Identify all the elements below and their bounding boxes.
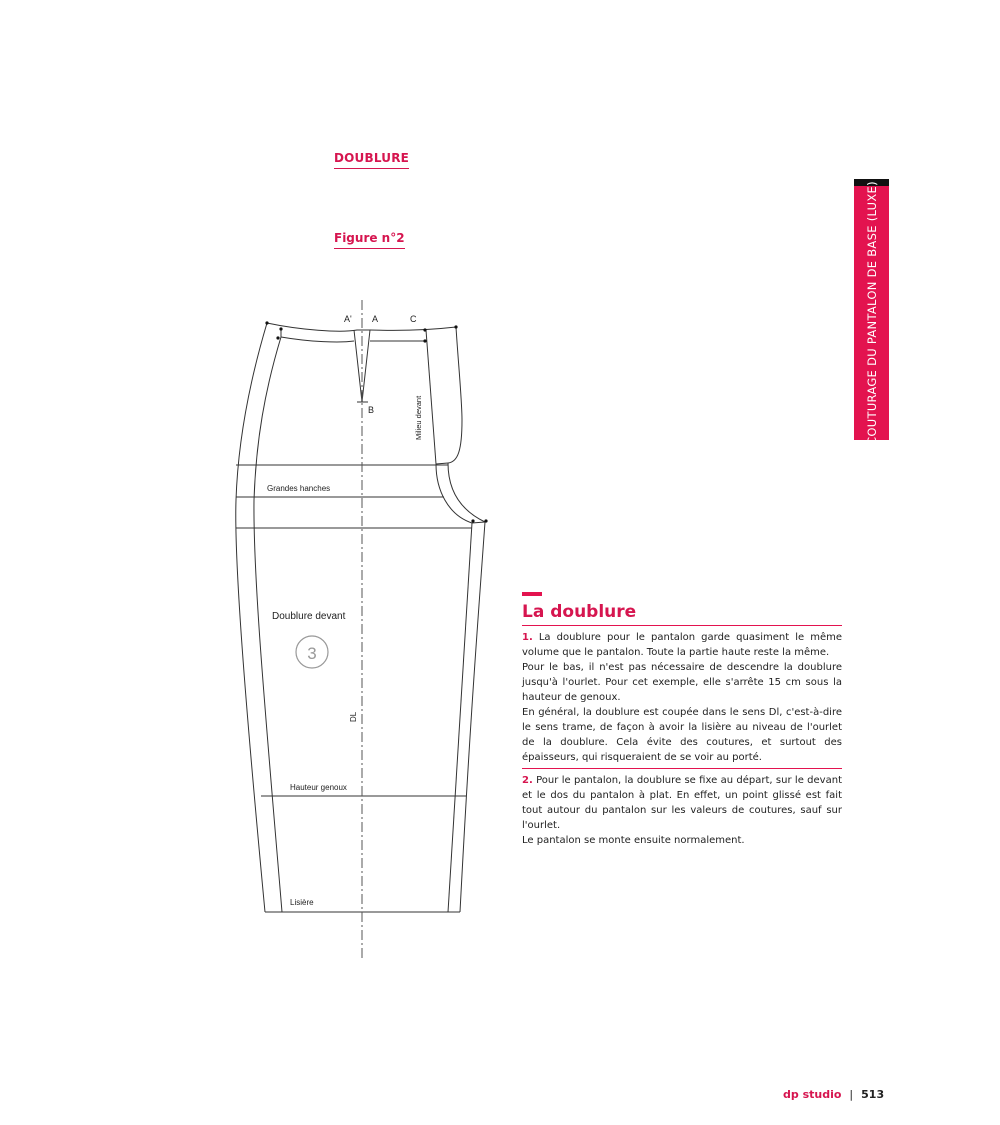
piece-number: 3 [307, 644, 317, 663]
page-number: 513 [861, 1088, 885, 1101]
label-doublure-devant: Doublure devant [272, 611, 346, 622]
section-title: DOUBLURE [334, 151, 409, 169]
point-b: B [368, 405, 375, 415]
item-1 [522, 626, 842, 768]
item-1-number: 1. [522, 632, 533, 643]
label-lisiere: Lisière [290, 898, 314, 907]
point-a: A [372, 314, 379, 324]
article-heading: La doublure [522, 602, 842, 626]
figure-label: Figure n°2 [334, 231, 405, 249]
article [522, 592, 842, 848]
label-milieu-devant: Milieu devant [414, 395, 423, 440]
footer-separator: | [849, 1088, 854, 1101]
chapter-side-tab-label: COUTURAGE DU PANTALON DE BASE (LUXE) [864, 181, 879, 445]
item-1-line-3: En général, la doublure est coupée dans le sens Dl, c'est-à-dire le sens trame, de façon à avoir la lisière au niveau de l'ourlet de la doublure. Cela évite des coutures, et surtout des épaisseurs, qui risqueraient de se voir au porté. [522, 707, 842, 763]
point-c: C [410, 314, 417, 324]
label-grandes-hanches: Grandes hanches [267, 484, 331, 493]
item-1-line-1: La doublure pour le pantalon garde quasiment le même volume que le pantalon. Toute la partie haute reste la même. [522, 632, 842, 658]
page-footer [783, 1088, 884, 1101]
point-a-prime: A' [344, 314, 352, 324]
label-hauteur-genoux: Hauteur genoux [290, 783, 347, 792]
item-1-line-2: Pour le bas, il n'est pas nécessaire de descendre la doublure jusqu'à l'ourlet. Pour cet exemple, elle s'arrête 15 cm sous la hauteur de genoux. [522, 662, 842, 703]
item-2-number: 2. [522, 775, 533, 786]
label-grain-dl: DL [349, 711, 358, 722]
item-2-line-2: Le pantalon se monte ensuite normalement. [522, 835, 745, 846]
item-2-line-1: Pour le pantalon, la doublure se fixe au départ, sur le devant et le dos du pantalon à plat. En effet, un point glissé est fait tout autour du pantalon sur les valeurs de coutures, sauf sur l'ourlet. [522, 775, 842, 831]
footer-brand: dp studio [783, 1088, 842, 1101]
heading-accent-bar [522, 592, 542, 596]
item-2 [522, 768, 842, 848]
